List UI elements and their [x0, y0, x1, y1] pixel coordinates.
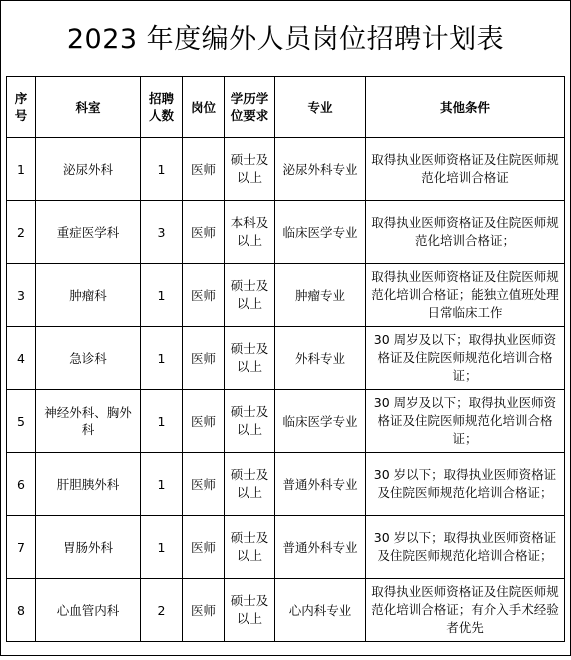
table-row: [7, 579, 565, 642]
cell-major: 肿瘤专业: [275, 264, 366, 327]
cell-count: 1: [141, 516, 183, 579]
cell-post: 医师: [183, 453, 225, 516]
cell-index: 2: [7, 201, 36, 264]
header-edu: 学历学位要求: [225, 77, 275, 138]
cell-other: 取得执业医师资格证及住院医师规范化培训合格证: [366, 138, 565, 201]
cell-post: 医师: [183, 201, 225, 264]
cell-other: 30 岁以下；取得执业医师资格证及住院医师规范化培训合格证；: [366, 453, 565, 516]
cell-major: 临床医学专业: [275, 390, 366, 453]
table-row: [7, 201, 565, 264]
header-other: 其他条件: [366, 77, 565, 138]
cell-post: 医师: [183, 390, 225, 453]
cell-major: 心内科专业: [275, 579, 366, 642]
header-count: 招聘人数: [141, 77, 183, 138]
cell-count: 3: [141, 201, 183, 264]
cell-index: 8: [7, 579, 36, 642]
cell-major: 普通外科专业: [275, 453, 366, 516]
cell-index: 3: [7, 264, 36, 327]
cell-major: 普通外科专业: [275, 516, 366, 579]
header-major: 专业: [275, 77, 366, 138]
cell-count: 1: [141, 138, 183, 201]
cell-other: 30 岁以下；取得执业医师资格证及住院医师规范化培训合格证；: [366, 516, 565, 579]
cell-edu: 硕士及以上: [225, 453, 275, 516]
cell-other: 30 周岁及以下；取得执业医师资格证及住院医师规范化培训合格证；: [366, 327, 565, 390]
header-post: 岗位: [183, 77, 225, 138]
cell-edu: 硕士及以上: [225, 264, 275, 327]
cell-dept: 肝胆胰外科: [36, 453, 141, 516]
table-header-row: [7, 77, 565, 138]
cell-index: 1: [7, 138, 36, 201]
cell-other: 取得执业医师资格证及住院医师规范化培训合格证；能独立值班处理日常临床工作: [366, 264, 565, 327]
cell-post: 医师: [183, 579, 225, 642]
cell-dept: 心血管内科: [36, 579, 141, 642]
table-row: [7, 516, 565, 579]
cell-major: 外科专业: [275, 327, 366, 390]
cell-edu: 硕士及以上: [225, 327, 275, 390]
header-index: 序号: [7, 77, 36, 138]
cell-edu: 硕士及以上: [225, 516, 275, 579]
cell-count: 1: [141, 264, 183, 327]
table-row: [7, 264, 565, 327]
table-row: [7, 138, 565, 201]
cell-post: 医师: [183, 264, 225, 327]
cell-dept: 肿瘤科: [36, 264, 141, 327]
cell-major: 泌尿外科专业: [275, 138, 366, 201]
cell-other: 取得执业医师资格证及住院医师规范化培训合格证；有介入手术经验者优先: [366, 579, 565, 642]
cell-index: 7: [7, 516, 36, 579]
cell-edu: 本科及以上: [225, 201, 275, 264]
cell-dept: 重症医学科: [36, 201, 141, 264]
cell-post: 医师: [183, 516, 225, 579]
table-row: [7, 453, 565, 516]
cell-count: 1: [141, 453, 183, 516]
cell-dept: 急诊科: [36, 327, 141, 390]
cell-index: 6: [7, 453, 36, 516]
recruitment-table: [6, 76, 565, 642]
cell-index: 4: [7, 327, 36, 390]
cell-dept: 胃肠外科: [36, 516, 141, 579]
cell-edu: 硕士及以上: [225, 390, 275, 453]
cell-edu: 硕士及以上: [225, 579, 275, 642]
table-row: [7, 327, 565, 390]
cell-count: 1: [141, 390, 183, 453]
cell-major: 临床医学专业: [275, 201, 366, 264]
cell-other: 取得执业医师资格证及住院医师规范化培训合格证；: [366, 201, 565, 264]
cell-post: 医师: [183, 327, 225, 390]
cell-count: 2: [141, 579, 183, 642]
table-row: [7, 390, 565, 453]
cell-index: 5: [7, 390, 36, 453]
cell-edu: 硕士及以上: [225, 138, 275, 201]
header-dept: 科室: [36, 77, 141, 138]
cell-dept: 泌尿外科: [36, 138, 141, 201]
page-title: 2023 年度编外人员岗位招聘计划表: [66, 24, 505, 55]
cell-count: 1: [141, 327, 183, 390]
cell-dept: 神经外科、胸外科: [36, 390, 141, 453]
cell-post: 医师: [183, 138, 225, 201]
cell-other: 30 周岁及以下；取得执业医师资格证及住院医师规范化培训合格证；: [366, 390, 565, 453]
